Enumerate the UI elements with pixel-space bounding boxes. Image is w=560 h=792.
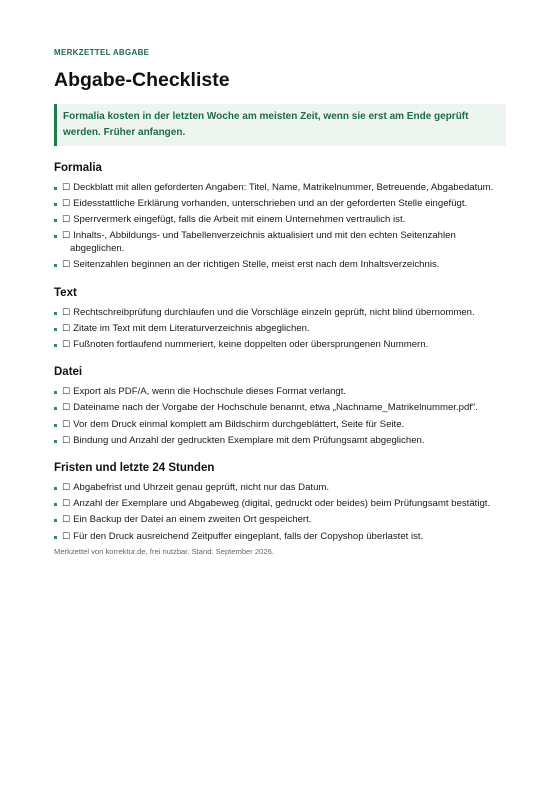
section-title: Formalia <box>54 162 102 174</box>
checklist-item-label: Abgabefrist und Uhrzeit genau geprüft, nicht nur das Datum. <box>73 482 330 494</box>
checkbox-icon[interactable]: ☐ <box>62 259 71 270</box>
checklist-item-label: Vor dem Druck einmal komplett am Bildschirm durchgeblättert, Seite für Seite. <box>73 418 405 430</box>
checklist-section <box>54 287 506 352</box>
checklist-section <box>54 162 506 272</box>
checklist-item-text <box>62 434 506 448</box>
checkbox-icon[interactable]: ☐ <box>62 515 71 526</box>
checklist-sections <box>54 162 506 543</box>
checkbox-icon[interactable]: ☐ <box>62 183 71 193</box>
checklist-item <box>54 259 506 272</box>
checklist-section <box>54 462 506 543</box>
checklist-item-label: Für den Druck ausreichend Zeitpuffer eingeplant, falls der Copyshop überlastet ist. <box>73 530 424 542</box>
tip-callout: Formalia kosten in der letzten Woche am meisten Zeit, wenn sie erst am Ende geprüft werden. Früher anfangen. <box>54 104 506 146</box>
checklist-item <box>54 307 506 320</box>
checklist-item <box>54 198 506 211</box>
section-title: Datei <box>54 366 83 379</box>
checklist-item-text <box>62 258 506 272</box>
checklist-item-text <box>62 198 506 211</box>
checklist-item-text <box>62 498 506 511</box>
checklist-item <box>54 402 506 415</box>
checklist-item-label: Rechtschreibprüfung durchlaufen und die Vorschläge einzeln geprüft, nicht blind übernommen. <box>73 306 475 318</box>
checkbox-icon[interactable]: ☐ <box>62 199 71 210</box>
checkbox-icon[interactable]: ☐ <box>62 307 71 318</box>
checkbox-icon[interactable]: ☐ <box>62 403 71 414</box>
checklist-item <box>54 482 506 495</box>
footer-note: Merkzettel von korrektur.de, frei nutzbar. Stand: September 2026. <box>54 546 274 556</box>
checklist-item-label: Dateiname nach der Vorgabe der Hochschule benannt, etwa „Nachname_Matrikelnummer.pdf“. <box>73 402 478 414</box>
checklist-item-text <box>62 230 506 255</box>
checklist-item <box>54 339 506 352</box>
checklist-item <box>54 230 506 255</box>
checklist-item-label: Fußnoten fortlaufend nummeriert, keine doppelten oder übersprungenen Nummern. <box>73 338 429 350</box>
checkbox-icon[interactable]: ☐ <box>62 435 71 446</box>
checklist <box>54 482 506 543</box>
checklist-item-text <box>62 214 506 227</box>
checklist-item-label: Export als PDF/A, wenn die Hochschule dieses Format verlangt. <box>73 386 347 398</box>
checklist-item <box>54 214 506 227</box>
checklist-item-text <box>62 514 506 527</box>
checklist-item-label: Zitate im Text mit dem Literaturverzeichnis abgeglichen. <box>73 322 310 334</box>
checklist-item-text <box>62 418 506 432</box>
page-title: Abgabe-Checkliste <box>54 69 230 91</box>
checklist-item-text <box>62 530 506 544</box>
checklist-item-label: Inhalts-, Abbildungs- und Tabellenverzeichnis aktualisiert und mit den echten Seitenzahlen abgeglichen. <box>70 230 456 254</box>
checklist-item-label: Eidesstattliche Erklärung vorhanden, unterschrieben und an der geforderten Stelle eingefügt. <box>73 198 468 210</box>
checklist-section <box>54 366 506 447</box>
checklist-item-label: Deckblatt mit allen geforderten Angaben: Titel, Name, Matrikelnummer, Betreuende, Abgabedatum. <box>73 182 494 193</box>
section-title: Text <box>54 286 77 299</box>
checklist-item <box>54 531 506 544</box>
checklist-item <box>54 419 506 432</box>
checklist-item <box>54 435 506 448</box>
checklist-item-label: Sperrvermerk eingefügt, falls die Arbeit mit einem Unternehmen vertraulich ist. <box>73 214 406 226</box>
checkbox-icon[interactable]: ☐ <box>62 231 71 242</box>
checkbox-icon[interactable]: ☐ <box>62 215 71 226</box>
checklist-item-text <box>62 338 506 352</box>
checklist <box>54 182 506 272</box>
checklist-item-text <box>62 482 506 495</box>
checklist <box>54 386 506 447</box>
checklist-item-label: Bindung und Anzahl der gedruckten Exemplare mit dem Prüfungsamt abgeglichen. <box>73 434 425 446</box>
checklist-item-text <box>62 402 506 415</box>
checklist-item <box>54 514 506 527</box>
checklist-item <box>54 386 506 399</box>
checklist-item-label: Anzahl der Exemplare und Abgabeweg (digital, gedruckt oder beides) beim Prüfungsamt bestätigt. <box>73 498 491 510</box>
checkbox-icon[interactable]: ☐ <box>62 419 71 430</box>
checklist-item-text <box>62 386 506 399</box>
document-eyebrow: MERKZETTEL ABGABE <box>54 48 150 57</box>
checklist-item <box>54 498 506 511</box>
checklist-item-text <box>62 306 506 320</box>
section-title: Fristen und letzte 24 Stunden <box>54 462 215 475</box>
checkbox-icon[interactable]: ☐ <box>62 387 71 398</box>
checklist <box>54 307 506 352</box>
checkbox-icon[interactable]: ☐ <box>62 323 71 334</box>
checkbox-icon[interactable]: ☐ <box>62 339 71 350</box>
checklist-item-text <box>62 322 506 336</box>
checklist-item <box>54 323 506 336</box>
checkbox-icon[interactable]: ☐ <box>62 499 71 510</box>
checklist-item-label: Ein Backup der Datei an einem zweiten Ort gespeichert. <box>73 514 312 526</box>
checklist-item-label: Seitenzahlen beginnen an der richtigen Stelle, meist erst nach dem Inhaltsverzeichnis. <box>73 258 440 270</box>
checkbox-icon[interactable]: ☐ <box>62 531 71 542</box>
checklist-item <box>54 182 506 195</box>
checkbox-icon[interactable]: ☐ <box>62 483 71 494</box>
checklist-item-text <box>62 182 506 195</box>
